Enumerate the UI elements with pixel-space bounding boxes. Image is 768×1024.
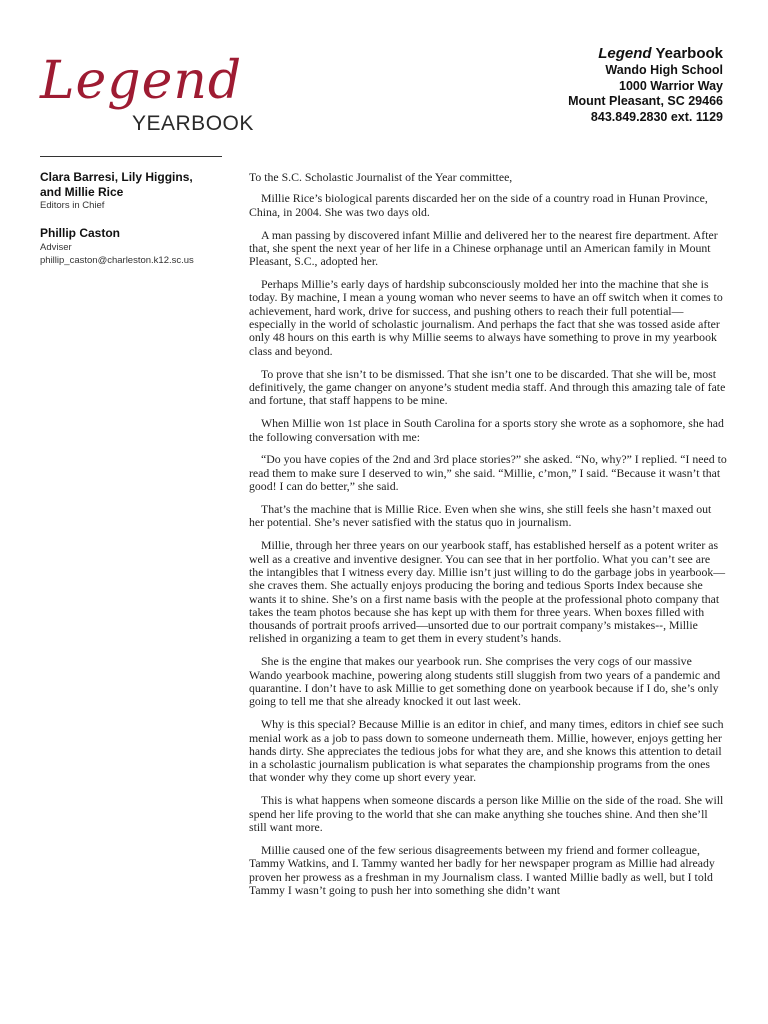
letter-paragraph: Millie, through her three years on our yearbook staff, has established herself as a potent writer as well as a creative and inventive designer. You can see that in her portfolio. What you can’t see are the intangibles that I witness every day. Millie isn’t just willing to do the garbage jobs in yearbook—she craves them. She actually enjoys producing the boring and tedious Sports Index because she wants it to shine. She’s on a first name basis with the people at the professional photo company that takes the team photos because she has kept up with them for three years. When boxes filled with thousands of portrait proofs arrived—unsorted due to our portrait company’s mistakes--, Millie relished in organizing a team to get them in every student’s hands. [249,538,726,646]
letter-paragraph: Why is this special? Because Millie is an editor in chief, and many times, editors in chief see such menial work as a job to pass down to someone underneath them. Millie, however, enjoys getting her hands dirty. She appreciates the tedious jobs for what they are, and she knows this attention to detail in a scholastic journalism publication is what separates the championship programs from the ones that wonder why they come up short every year. [249,717,724,785]
adviser-role: Adviser [40,241,72,253]
letterhead-title-italic: Legend [598,45,652,62]
letter-paragraph: This is what happens when someone discards a person like Millie on the side of the road. She will spend her life proving to the world that she can make anything she touches shine. And then she’ll still want more. [249,793,724,835]
letterhead-address [568,44,723,125]
letter-paragraph: “Do you have copies of the 2nd and 3rd place stories?” she asked. “No, why?” I replied. “I need to read them to make sure I deserved to win,” she said. “Millie, c’mon,” I said. “Because it wasn’t that good! I can do better,” she said. [249,452,727,494]
letterhead-title-rest: Yearbook [651,45,723,62]
sidebar-divider [40,156,222,157]
letter-paragraph: A man passing by discovered infant Millie and delivered her to the nearest fire department. After that, she spent the next year of her life in a Chinese orphanage until an American family in Mount Pleasant, S.C., adopted her. [249,227,718,269]
letter-paragraph: Perhaps Millie’s early days of hardship subconsciously molded her into the machine that she is today. By machine, I mean a young woman who never seems to have an off switch when it comes to achievement, hard work, drive for success, and pushing others to reach their full potential—especially in the world of scholastic journalism. And perhaps the fact that she was tossed aside after only 48 hours on this earth is why Millie seems to always have something to prove in my yearbook class and beyond. [249,277,723,358]
school-name: Wando High School [605,63,723,77]
street-address: 1000 Warrior Way [619,78,723,93]
letterhead-title [568,44,723,63]
logo-sub-text: YEARBOOK [132,112,254,135]
phone-number: 843.849.2830 ext. 1129 [590,109,723,124]
city-state-zip: Mount Pleasant, SC 29466 [568,94,723,108]
letter-salutation: To the S.C. Scholastic Journalist of the Year committee, [249,170,513,184]
editors-names-line1: Clara Barresi, Lily Higgins, [40,170,193,184]
letter-paragraph: Millie caused one of the few serious disagreements between my friend and former colleague, Tammy Watkins, and I. Tammy wanted her badly for her newspaper program as Millie had already proven her prowess as a freshman in my Journalism class. I wanted Millie badly as well, but I told Tammy I wasn’t going to push her into something she didn’t want [249,843,715,897]
editors-role: Editors in Chief [40,200,105,211]
logo-script-text: Legend [40,51,243,111]
staff-sidebar [40,170,230,267]
sidebar-spacer [40,212,230,226]
letter-body [249,171,727,907]
letter-paragraph: She is the engine that makes our yearbook run. She comprises the very cogs of our massive Wando yearbook machine, powering along students still sluggish from two years of a pandemic and quarantine. I don’t have to ask Millie to get something done on yearbook because if I do, she’s only going to tell me that she already knocked it out last week. [249,654,721,709]
letter-paragraph: That’s the machine that is Millie Rice. Even when she wins, she still feels she hasn’t maxed out her potential. She’s never satisfied with the status quo in journalism. [249,502,712,530]
legend-yearbook-logo [40,51,260,145]
letter-paragraph: To prove that she isn’t to be dismissed. That she isn’t one to be discarded. That she will be, most definitively, the game changer on anyone’s student media staff. And through this amazing tale of fate and fortune, that staff happens to be mine. [249,366,726,408]
adviser-name: Phillip Caston [40,226,121,240]
adviser-email: phillip_caston@charleston.k12.sc.us [40,254,194,266]
editors-names-line2: and Millie Rice [40,184,124,199]
letter-paragraph: When Millie won 1st place in South Carolina for a sports story she wrote as a sophomore, she had the following conversation with me: [249,416,724,444]
letter-paragraph: Millie Rice’s biological parents discarded her on the side of a country road in Hunan Province, China, in 2004. She was two days old. [249,191,708,219]
